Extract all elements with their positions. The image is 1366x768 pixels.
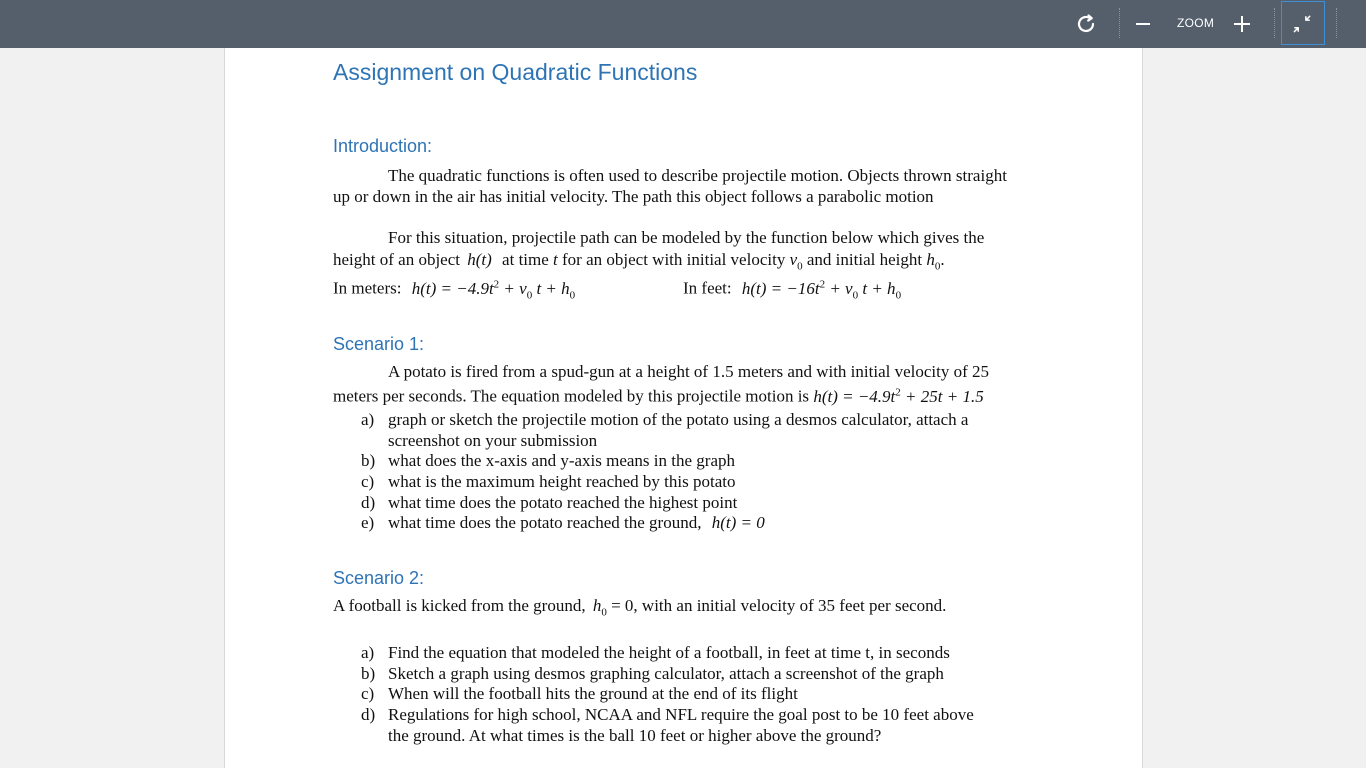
viewer-toolbar bbox=[0, 0, 1366, 48]
document-title: Assignment on Quadratic Functions bbox=[333, 59, 698, 85]
intro-paragraph-line bbox=[333, 250, 945, 272]
subscript: 0 bbox=[852, 289, 859, 302]
toolbar-divider bbox=[1274, 8, 1276, 38]
text-run: = 0, with an initial velocity of 35 feet per second. bbox=[611, 596, 947, 615]
toolbar-divider bbox=[1336, 8, 1338, 38]
text-run: A football is kicked from the ground, bbox=[333, 596, 586, 615]
subscript: 0 bbox=[895, 289, 902, 302]
superscript: 2 bbox=[895, 386, 901, 398]
list-item-continuation: the ground. At what times is the ball 10 feet or higher above the ground? bbox=[388, 726, 882, 745]
list-item: graph or sketch the projectile motion of the potato using a desmos calculator, attach a bbox=[388, 410, 969, 429]
subscript: 0 bbox=[797, 260, 803, 273]
formula-part: t + h bbox=[532, 278, 570, 298]
list-letter: d) bbox=[361, 705, 376, 724]
text-run: height of an object bbox=[333, 250, 460, 269]
list-item: When will the football hits the ground at the end of its flight bbox=[388, 684, 798, 703]
formula-part: h(t) = −4.9t bbox=[813, 386, 896, 406]
zoom-in-icon[interactable] bbox=[1232, 13, 1252, 35]
zoom-out-icon[interactable] bbox=[1134, 10, 1152, 38]
math-t: t bbox=[553, 250, 558, 269]
math-v0 bbox=[789, 250, 803, 273]
math-v: v bbox=[789, 250, 798, 269]
intro-paragraph-line: For this situation, projectile path can be modeled by the function below which gives the bbox=[388, 228, 985, 247]
superscript: 2 bbox=[493, 278, 500, 290]
document-page bbox=[224, 48, 1143, 768]
intro-paragraph-line: The quadratic functions is often used to describe projectile motion. Objects thrown straight bbox=[388, 166, 1007, 185]
list-letter: b) bbox=[361, 451, 376, 470]
math-h: h bbox=[926, 250, 935, 269]
list-item: Regulations for high school, NCAA and NFL require the goal post to be 10 feet above bbox=[388, 705, 974, 724]
scenario-2-heading: Scenario 2: bbox=[333, 568, 425, 588]
list-letter: a) bbox=[361, 410, 375, 429]
introduction-heading: Introduction: bbox=[333, 136, 433, 156]
text-run: at time bbox=[502, 250, 549, 269]
exit-fullscreen-button[interactable] bbox=[1281, 1, 1325, 45]
subscript: 0 bbox=[569, 289, 576, 302]
subscript: 0 bbox=[601, 606, 607, 619]
formula-part: t + h bbox=[858, 278, 896, 298]
text-run: . bbox=[940, 250, 945, 269]
scenario-1-equation bbox=[813, 387, 983, 406]
list-letter: a) bbox=[361, 643, 375, 662]
list-item-continuation: screenshot on your submission bbox=[388, 431, 598, 450]
intro-paragraph-line: up or down in the air has initial velocity. The path this object follows a parabolic motion bbox=[333, 187, 934, 206]
rotate-icon[interactable] bbox=[1074, 12, 1098, 36]
exit-fullscreen-icon bbox=[1282, 2, 1324, 44]
list-letter: c) bbox=[361, 472, 375, 491]
list-letter: d) bbox=[361, 493, 376, 512]
formula-part: h(t) = −4.9t bbox=[411, 278, 494, 298]
toolbar-divider bbox=[1119, 8, 1121, 38]
formula-part: + v bbox=[825, 278, 853, 298]
meters-formula bbox=[411, 278, 576, 302]
text-run: what time does the potato reached the ground, bbox=[388, 513, 702, 532]
feet-label: In feet: bbox=[683, 278, 732, 298]
formula-part: + v bbox=[499, 278, 527, 298]
zoom-label: ZOOM bbox=[1177, 16, 1215, 30]
list-item: Find the equation that modeled the height of a football, in feet at time t, in seconds bbox=[388, 643, 950, 662]
feet-formula bbox=[741, 278, 902, 302]
scenario-1-line bbox=[333, 386, 984, 407]
list-letter: c) bbox=[361, 684, 375, 703]
scenario-1-line: A potato is fired from a spud-gun at a height of 1.5 meters and with initial velocity of 25 bbox=[388, 362, 990, 381]
list-letter: e) bbox=[361, 513, 375, 532]
subscript: 0 bbox=[526, 289, 533, 302]
list-item: what is the maximum height reached by this potato bbox=[388, 472, 736, 491]
scenario-2-line bbox=[333, 596, 946, 618]
formula-part: + 25t + 1.5 bbox=[900, 386, 984, 406]
text-run: meters per seconds. The equation modeled by this projectile motion is bbox=[333, 386, 810, 406]
list-item: what does the x-axis and y-axis means in the graph bbox=[388, 451, 735, 470]
feet-equation bbox=[683, 278, 901, 301]
math-ht: h(t) bbox=[467, 250, 492, 269]
list-item: what time does the potato reached the highest point bbox=[388, 493, 738, 512]
math-ht-zero: h(t) = 0 bbox=[711, 513, 765, 532]
formula-part: h(t) = −16t bbox=[741, 278, 820, 298]
list-item bbox=[388, 513, 765, 533]
scenario-1-heading: Scenario 1: bbox=[333, 334, 425, 354]
text-run: for an object with initial velocity bbox=[562, 250, 786, 269]
meters-equation bbox=[333, 278, 575, 301]
superscript: 2 bbox=[819, 278, 826, 290]
math-h0 bbox=[592, 596, 607, 619]
text-run: and initial height bbox=[806, 250, 923, 269]
math-h0 bbox=[926, 250, 941, 273]
list-item: Sketch a graph using desmos graphing calculator, attach a screenshot of the graph bbox=[388, 664, 944, 683]
list-letter: b) bbox=[361, 664, 376, 683]
meters-label: In meters: bbox=[333, 278, 402, 298]
math-h: h bbox=[592, 596, 602, 615]
subscript: 0 bbox=[934, 260, 941, 273]
